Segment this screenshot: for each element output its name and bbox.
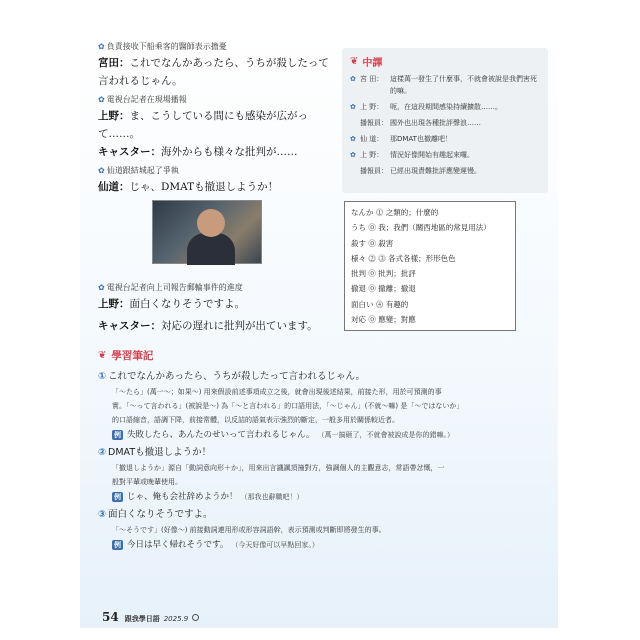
scene-heading: ✿ 電視台記者在現場播報 — [98, 95, 187, 104]
translation-line: ✿ 仙 道： 那DMAT也撤離吧！ — [350, 135, 452, 143]
vocab-item: なんか ⓵ 之類的；什麼的 — [351, 208, 439, 217]
note-item-3 — [98, 507, 548, 553]
vocab-item: 批判 ⓪ 批判；批評 — [351, 269, 416, 279]
star-icon: ✿ — [98, 283, 105, 292]
translation-column — [342, 48, 548, 331]
example-tag: 例 — [114, 493, 121, 501]
star-icon: ✿ — [98, 166, 105, 175]
magazine-page — [80, 28, 558, 628]
note-body-line: 般對平輩或晚輩使用。 — [112, 478, 182, 486]
circle-icon — [192, 614, 199, 621]
note-body-line: 「〜たら」(萬一〜；如果〜) 用來假設前述事項成立之後，就會出現後述結果，前接た形，用於可預測的事 — [112, 388, 442, 396]
example-tag: 例 — [114, 431, 121, 439]
example-tag: 例 — [114, 541, 121, 549]
issue-date: 2025.9 — [163, 615, 189, 623]
dialogue-block-1 — [98, 41, 330, 90]
star-icon: ✿ — [350, 135, 356, 143]
note-heading: ① これでなんかあったら、うちが殺したって言われるじゃん。 — [98, 371, 366, 382]
vocab-item: 様々 ⓶ ⓷ 各式各樣；形形色色 — [351, 253, 456, 263]
photo-figure-head — [197, 209, 225, 237]
star-icon: ✿ — [350, 75, 356, 83]
note-example: 例 失敗したら、あんたのせいって言われるじゃん。 （萬一搞砸了，不就會被說成是你的錯嘛。） — [114, 430, 455, 440]
note-heading: ② DMATも撤退しようか！ — [98, 447, 212, 458]
wing-icon: ❦ — [350, 56, 359, 67]
note-body-line: 實。「〜って言われる」(被說是〜) 為「〜と言われる」的口語用法，「〜じゃん」(不就〜嘛) 是「〜ではないか」 — [112, 402, 464, 410]
translation-line: ✿ 上 野： 呃，在這段期間感染持續擴散……。 — [350, 103, 502, 111]
note-body-line: 的口語縮音，語調下降，前接常體，以反詰的語氣表示強烈的斷定，一般多用於關係較近者。 — [112, 416, 399, 424]
drama-still-photo — [152, 200, 262, 264]
translation-box — [342, 48, 548, 193]
notes-title: ❦ 學習筆記 — [98, 350, 154, 362]
scene-heading: ✿ 仙道跟結城起了爭執 — [98, 166, 179, 175]
dialogue-line: キャスター：対応の遅れに批判が出ています。 — [98, 320, 318, 332]
dialogue-line: 上野：ま、こうしている間にも感染が広がって……。 — [98, 110, 308, 140]
note-body-line: 「〜そうです」(好像〜) 前接動詞連用形或形容詞語幹，表示預測或判斷即將發生的事。 — [112, 526, 386, 534]
translation-title: ❦ 中譯 — [350, 56, 383, 69]
vocab-item: 対応 ⓪ 應變；對應 — [351, 315, 416, 325]
dialogue-block-2 — [98, 94, 330, 161]
scene-heading: ✿ 電視台記者向上司報告郵輪事件的進度 — [98, 283, 243, 292]
dialogue-line: 上野：面白くなりそうですよ。 — [98, 298, 245, 310]
vocabulary-box — [344, 201, 516, 331]
dialogue-column — [98, 38, 330, 335]
note-item-1 — [98, 369, 548, 443]
star-icon: ✿ — [350, 103, 356, 111]
translation-line: ✿ 宮 田： 這樣萬一發生了什麼事，不就會被說是我們害死的嘛。 — [350, 75, 537, 95]
note-body-line: 「撤退しようか」源自「動詞意向形＋か」，用來出言譏諷頂撞對方，強調個人的主觀意志，常語帶忿慨，一 — [112, 464, 445, 472]
dialogue-line: 宮田：これでなんかあったら、うちが殺したって言われるじゃん。 — [98, 57, 329, 87]
dialogue-line: 仙道：じゃ、DMATも撤退しようか！ — [98, 181, 279, 193]
star-icon: ✿ — [98, 95, 105, 104]
star-icon: ✿ — [98, 42, 105, 51]
scene-heading: ✿ 負責接收下船乘客的醫師表示擔憂 — [98, 42, 227, 51]
page-footer — [102, 610, 199, 624]
note-example: 例 じゃ、俺も会社辞めようか！ （那我也辭職吧！） — [114, 492, 304, 502]
translation-line: 播報員： 已經出現責難批評應變遲慢。 — [360, 167, 481, 175]
translation-line: 播報員： 國外也出現各種批評聲浪…… — [360, 119, 481, 127]
vocab-item: 殺す ⓪ 殺害 — [351, 238, 394, 248]
dialogue-block-4 — [98, 282, 330, 335]
note-heading: ③ 面白くなりそうですよ。 — [98, 509, 213, 520]
page-number: 54 — [102, 610, 119, 624]
magazine-name: 跟我學日語 — [124, 615, 160, 623]
vocab-item: うち ⓪ 我；我們（關西地區的常見用法） — [351, 223, 491, 233]
wing-icon: ❦ — [98, 350, 107, 361]
study-notes — [98, 348, 548, 553]
note-example: 例 今日は早く帰れそうです。 （今天好像可以早點回家。） — [114, 540, 319, 550]
note-item-2 — [98, 445, 548, 505]
translation-line: ✿ 上 野： 情況好像開始有趣起來囉。 — [350, 151, 474, 159]
star-icon: ✿ — [350, 151, 356, 159]
dialogue-line: キャスター：海外からも様々な批判が…… — [98, 146, 298, 158]
vocab-item: 撤退 ⓪ 撤離；撤退 — [351, 284, 416, 294]
photo-figure-body — [187, 233, 235, 265]
vocab-item: 面白い ⓸ 有趣的 — [351, 299, 409, 309]
dialogue-block-3 — [98, 165, 330, 196]
